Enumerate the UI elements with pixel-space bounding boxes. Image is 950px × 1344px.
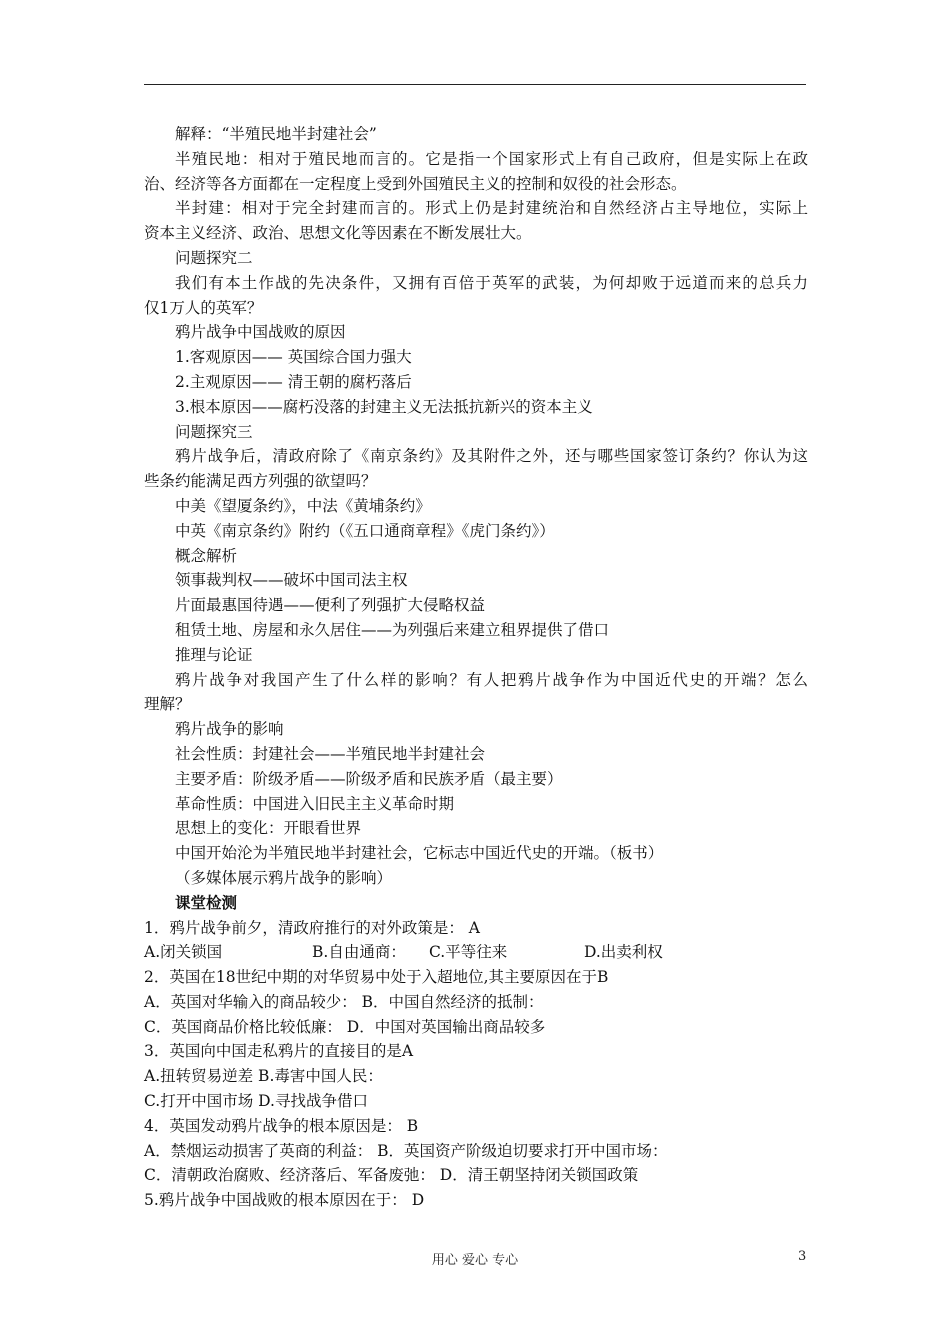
text-line: 租赁土地、房屋和永久居住——为列强后来建立租界提供了借口 [175,620,610,639]
text-line: 2.主观原因—— 清王朝的腐朽落后 [175,372,412,391]
quiz-line: C．英国商品价格比较低廉： D．中国对英国输出商品较多 [144,1017,546,1036]
text-line: 领事裁判权——破坏中国司法主权 [175,571,408,590]
text-line: 鸦片战争后，清政府除了《南京条约》及其附件之外，还与哪些国家签订条约？你认为这 [175,447,808,466]
page-number: 3 [798,1249,807,1264]
text-line: 中美《望厦条约》，中法《黄埔条约》 [175,496,431,515]
quiz-option: C.平等往来 [429,943,508,962]
text-line: 鸦片战争对我国产生了什么样的影响？有人把鸦片战争作为中国近代史的开端？怎么 [175,670,808,689]
quiz-line: A．禁烟运动损害了英商的利益： B．英国资产阶级迫切要求打开中国市场： [144,1141,668,1160]
quiz-line: C.打开中国市场 D.寻找战争借口 [144,1092,368,1111]
text-line: 问题探究二 [175,248,253,267]
text-line: 思想上的变化：开眼看世界 [175,819,362,838]
text-line: 治、经济等各方面都在一定程度上受到外国殖民主义的控制和奴役的社会形态。 [144,174,687,193]
header-rule [144,84,806,85]
page-content [144,122,808,1213]
text-line: 1.客观原因—— 英国综合国力强大 [175,348,412,367]
text-line: 资本主义经济、政治、思想文化等因素在不断发展壮大。 [144,224,532,243]
quiz-line: 4．英国发动鸦片战争的根本原因是： B [144,1116,419,1135]
text-line: 社会性质：封建社会——半殖民地半封建社会 [175,744,486,763]
quiz-line: A.扭转贸易逆差 B.毒害中国人民： [144,1067,383,1086]
text-line: 半殖民地：相对于殖民地而言的。它是指一个国家形式上有自己政府，但是实际上在政 [175,149,808,168]
footer-slogan: 用心 爱心 专心 [431,1253,519,1268]
text-line: 概念解析 [175,546,238,565]
text-line: 片面最惠国待遇——便利了列强扩大侵略权益 [175,596,486,615]
quiz-options-row [144,940,808,965]
quiz-line: 5.鸦片战争中国战败的根本原因在于： D [144,1191,425,1210]
quiz-option: A.闭关锁国 [144,943,223,962]
quiz-option: B.自由通商： [312,943,406,962]
text-line: （多媒体展示鸦片战争的影响） [175,868,393,887]
text-line: 鸦片战争中国战败的原因 [175,323,346,342]
text-line: 主要矛盾：阶级矛盾——阶级矛盾和民族矛盾（最主要） [175,769,563,788]
text-line: 推理与论证 [175,645,253,664]
quiz-option: D.出卖利权 [584,943,663,962]
text-line: 解释：“半殖民地半封建社会” [175,125,377,143]
quiz [144,916,808,1214]
text-line: 理解？ [144,695,191,714]
quiz-line: C．清朝政治腐败、经济落后、军备废弛： D．清王朝坚持闭关锁国政策 [144,1166,639,1185]
quiz-line: A．英国对华输入的商品较少： B．中国自然经济的抵制： [144,992,544,1011]
text-line: 些条约能满足西方列强的欲望吗？ [144,472,377,491]
quiz-line: 3．英国向中国走私鸦片的直接目的是A [144,1042,414,1061]
text-line: 革命性质：中国进入旧民主主义革命时期 [175,794,455,813]
text-line: 半封建：相对于完全封建而言的。形式上仍是封建统治和自然经济占主导地位，实际上 [175,199,808,218]
body-text [144,122,808,891]
text-line: 3.根本原因——腐朽没落的封建主义无法抵抗新兴的资本主义 [175,397,593,416]
quiz-line: 2．英国在18世纪中期的对华贸易中处于入超地位,其主要原因在于B [144,968,609,987]
text-line: 鸦片战争的影响 [175,720,284,739]
text-line: 仅1万人的英军？ [144,298,263,317]
text-line: 问题探究三 [175,422,253,441]
text-line: 中国开始沦为半殖民地半封建社会，它标志中国近代史的开端。（板书） [175,844,664,863]
text-line: 我们有本土作战的先决条件，又拥有百倍于英军的武装，为何却败于远道而来的总兵力 [175,273,808,292]
quiz-line: 1．鸦片战争前夕，清政府推行的对外政策是： A [144,918,480,937]
text-line: 中英《南京条约》附约（《五口通商章程》《虎门条约》） [175,521,555,540]
section-title: 课堂检测 [175,892,238,912]
